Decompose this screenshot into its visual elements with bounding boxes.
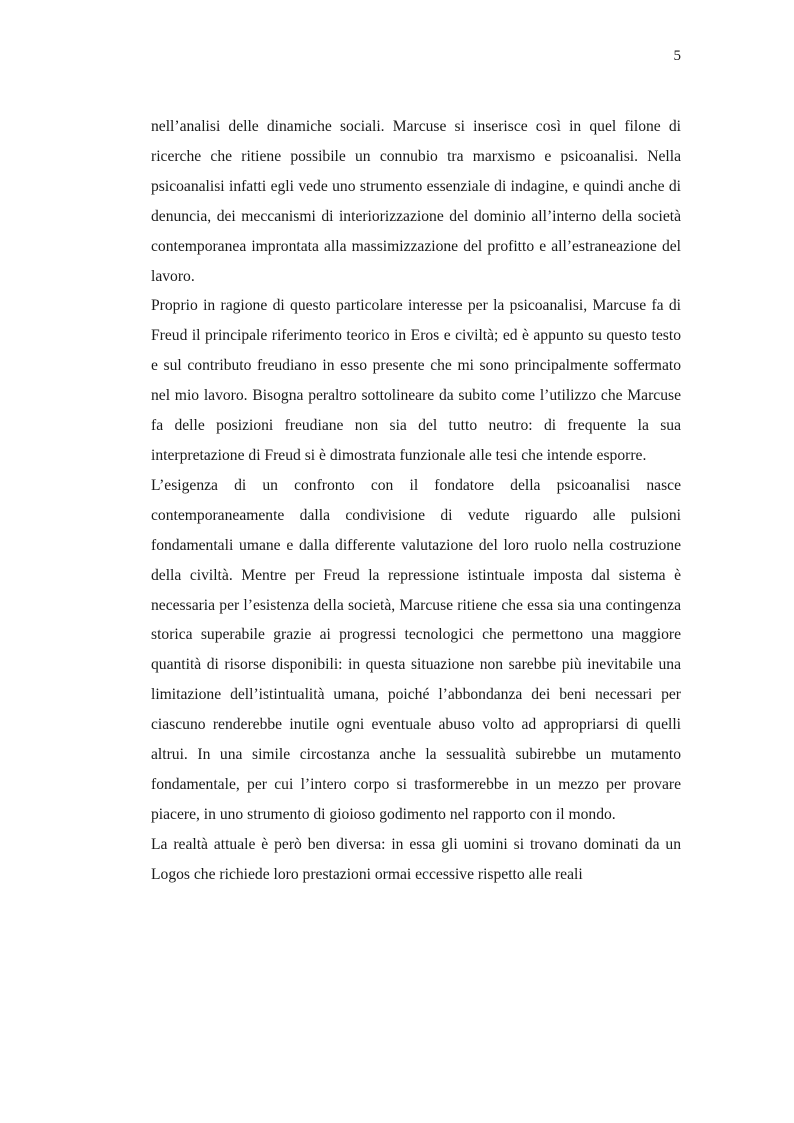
page-number: 5	[673, 48, 681, 64]
paragraph-2: Proprio in ragione di questo particolare interesse per la psicoanalisi, Marcuse fa di Freud il principale riferimento teorico in Eros e civiltà; ed è appunto su questo testo e sul contributo freudiano in esso presente che mi sono principalmente soffermato nel mio lavoro. Bisogna peraltro sottolineare da subito come l’utilizzo che Marcuse fa delle posizioni freudiane non sia del tutto neutro: di frequente la sua interpretazione di Freud si è dimostrata funzionale alle tesi che intende esporre.	[151, 297, 681, 464]
paragraph-4: La realtà attuale è però ben diversa: in essa gli uomini si trovano dominati da un Logos che richiede loro prestazioni ormai eccessive rispetto alle reali	[151, 835, 681, 883]
body-text	[151, 112, 681, 890]
paragraph-3: L’esigenza di un confronto con il fondatore della psicoanalisi nasce contemporaneamente dalla condivisione di vedute riguardo alle pulsioni fondamentali umane e dalla differente valutazione del loro ruolo nella costruzione della civiltà. Mentre per Freud la repressione istintuale imposta dal sistema è necessaria per l’esistenza della società, Marcuse ritiene che essa sia una contingenza storica superabile grazie ai progressi tecnologici che permettono una maggiore quantità di risorse disponibili: in questa situazione non sarebbe più inevitabile una limitazione dell’istintualità umana, poiché l’abbondanza dei beni necessari per ciascuno renderebbe inutile ogni eventuale abuso volto ad appropriarsi di quelli altrui. In una simile circostanza anche la sessualità subirebbe un mutamento fondamentale, per cui l’intero corpo si trasformerebbe in un mezzo per provare piacere, in uno strumento di gioioso godimento nel rapporto con il mondo.	[151, 476, 681, 823]
paragraph-1: nell’analisi delle dinamiche sociali. Marcuse si inserisce così in quel filone di ricerche che ritiene possibile un connubio tra marxismo e psicoanalisi. Nella psicoanalisi infatti egli vede uno strumento essenziale di indagine, e quindi anche di denuncia, dei meccanismi di interiorizzazione del dominio all’interno della società contemporanea improntata alla massimizzazione del profitto e all’estraneazione del lavoro.	[151, 118, 681, 285]
